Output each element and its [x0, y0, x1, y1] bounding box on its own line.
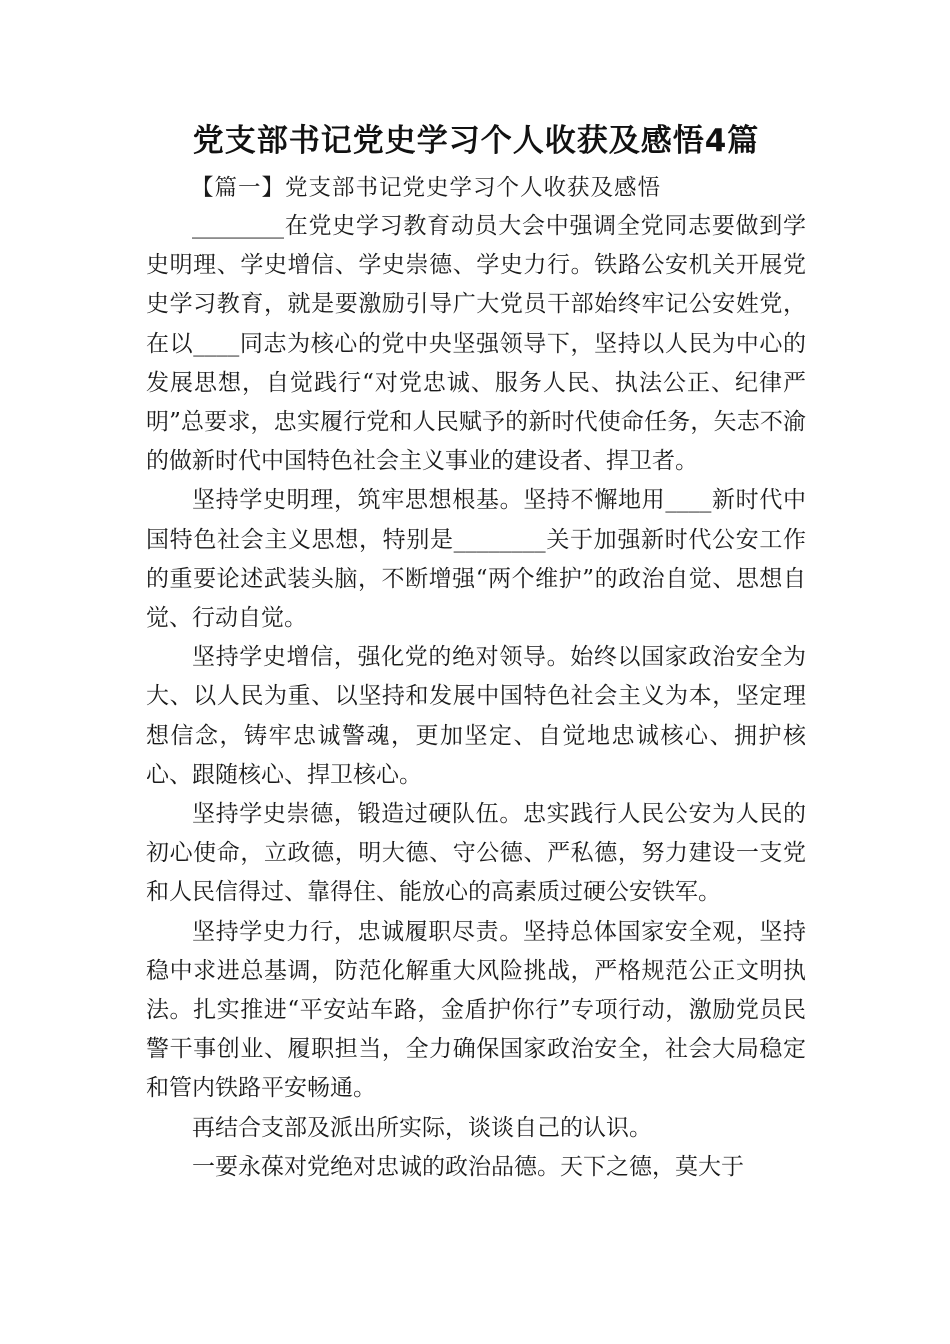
paragraph-history-reason: 坚持学史明理，筑牢思想根基。坚持不懈地用____新时代中国特色社会主义思想，特别是________关于加强新时代公安工作的重要论述武装头脑，不断增强“两个维护”的政治自觉、思想自觉、行动自觉。 [146, 487, 806, 632]
document-title: 党支部书记党史学习个人收获及感悟4篇 [192, 123, 760, 159]
paragraph-branch-reflection: 再结合支部及派出所实际，谈谈自己的认识。 [192, 1114, 652, 1141]
paragraph-history-virtue: 坚持学史崇德，锻造过硬队伍。忠实践行人民公安为人民的初心使命，立政德，明大德、守公德、严私德，努力建设一支党和人民信得过、靠得住、能放心的高素质过硬公安铁军。 [146, 801, 806, 906]
paragraph-intro: ________在党史学习教育动员大会中强调全党同志要做到学史明理、学史增信、学史崇德、学史力行。铁路公安机关开展党史学习教育，就是要激励引导广大党员干部始终牢记公安姓党，在以____同志为核心的党中央坚强领导下，坚持以人民为中心的发展思想，自觉践行“对党忠诚、服务人民、执法公正、纪律严明”总要求，忠实履行党和人民赋予的新时代使命任务，矢志不渝的做新时代中国特色社会主义事业的建设者、捍卫者。 [146, 213, 806, 475]
section-heading: 【篇一】党支部书记党史学习个人收获及感悟 [191, 175, 662, 201]
document-page [146, 118, 806, 1187]
paragraph-history-confidence: 坚持学史增信，强化党的绝对领导。始终以国家政治安全为大、以人民为重、以坚持和发展中国特色社会主义为本，坚定理想信念，铸牢忠诚警魂，更加坚定、自觉地忠诚核心、拥护核心、跟随核心、捍卫核心。 [146, 644, 806, 788]
paragraph-first-point: 一要永葆对党绝对忠诚的政治品德。天下之德，莫大于 [192, 1153, 744, 1180]
paragraph-history-practice: 坚持学史力行，忠诚履职尽责。坚持总体国家安全观，坚持稳中求进总基调，防范化解重大风险挑战，严格规范公正文明执法。扎实推进“平安站车路，金盾护你行”专项行动，激励党员民警干事创业、履职担当，全力确保国家政治安全，社会大局稳定和管内铁路平安畅通。 [146, 918, 806, 1102]
